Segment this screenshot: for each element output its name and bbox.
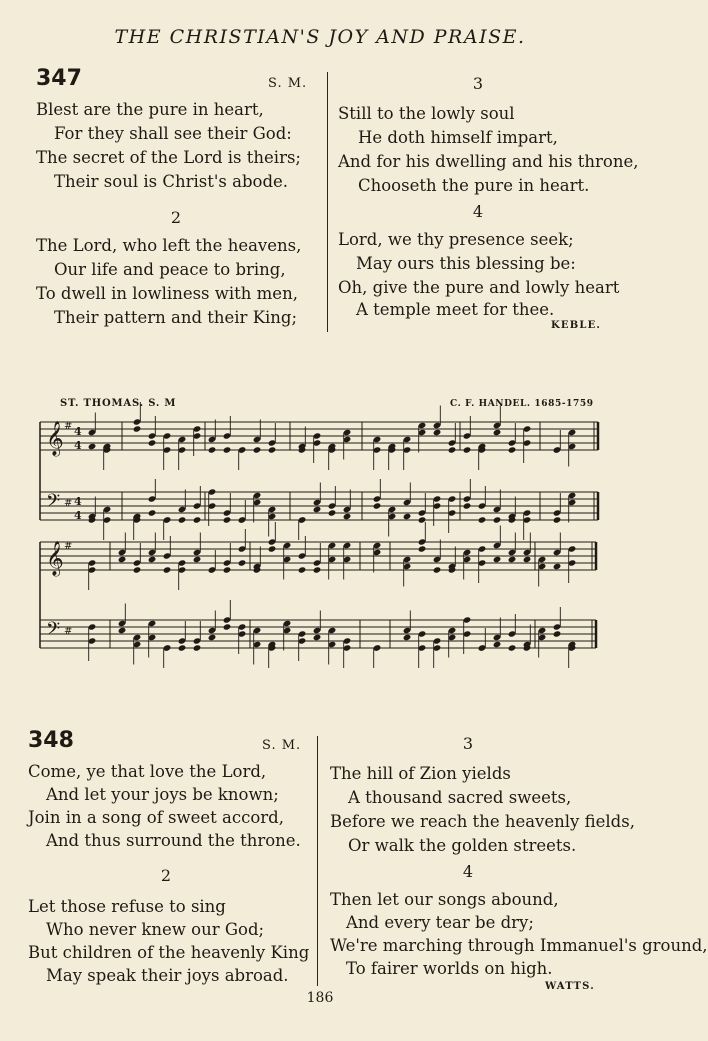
hymn-348-s2-line1: Let those refuse to sing [28, 897, 226, 916]
hymn-348-stanza4-number: 4 [462, 862, 474, 881]
hymn-347-number: 347 [36, 66, 82, 91]
svg-text:𝄞: 𝄞 [46, 421, 64, 456]
svg-text:#: # [64, 421, 73, 432]
hymn-347-stanza4-number: 4 [472, 202, 484, 221]
hymn-347-stanza3-number: 3 [472, 74, 484, 93]
column-divider-348 [317, 736, 318, 986]
column-divider-347 [327, 72, 328, 332]
hymn-348-meter: S. M. [262, 738, 302, 753]
hymn-348-number: 348 [28, 728, 74, 753]
svg-text:#: # [64, 626, 73, 637]
tune-composer: C. F. HANDEL. 1685-1759 [450, 399, 594, 409]
hymn-348-s3-line2: A thousand sacred sweets, [348, 788, 572, 807]
hymn-347-s1-line4: Their soul is Christ's abode. [54, 172, 289, 191]
hymn-348-s3-line4: Or walk the golden streets. [348, 836, 577, 855]
hymn-347-meter: S. M. [268, 76, 308, 91]
hymn-348-s4-line2: And every tear be dry; [346, 913, 534, 932]
svg-text:4: 4 [74, 439, 82, 452]
hymn-348-s3-line3: Before we reach the heavenly fields, [330, 812, 635, 831]
hymn-348-s4-line3: We're marching through Immanuel's ground, [330, 936, 708, 955]
hymn-348-s1-line2: And let your joys be known; [46, 785, 279, 804]
hymn-347-s2-line2: Our life and peace to bring, [54, 260, 286, 279]
hymn-347-s2-line4: Their pattern and their King; [54, 308, 298, 327]
hymn-348-s4-line4: To fairer worlds on high. [346, 959, 553, 978]
hymn-348-s3-line1: The hill of Zion yields [330, 764, 511, 783]
hymn-348-stanza2-number: 2 [160, 866, 172, 885]
svg-text:#: # [64, 541, 73, 552]
svg-text:𝄞: 𝄞 [46, 541, 64, 576]
music-score [40, 410, 605, 660]
hymn-348-s1-line3: Join in a song of sweet accord, [28, 808, 284, 827]
hymn-348-s4-line1: Then let our songs abound, [330, 890, 559, 909]
tune-name: ST. THOMAS. S. M [60, 398, 177, 409]
hymn-347-s1-line2: For they shall see their God: [54, 124, 292, 143]
hymn-348-s1-line4: And thus surround the throne. [46, 831, 301, 850]
hymn-347-s3-line4: Chooseth the pure in heart. [358, 176, 590, 195]
hymn-347-s1-line3: The secret of the Lord is theirs; [36, 148, 301, 167]
hymn-347-s4-line3: Oh, give the pure and lowly heart [338, 278, 620, 297]
hymn-347-s2-line1: The Lord, who left the heavens, [36, 236, 302, 255]
svg-text:#: # [64, 498, 73, 509]
hymn-348-s2-line2: Who never knew our God; [46, 920, 265, 939]
hymn-347-author: KEBLE. [551, 320, 602, 331]
hymn-347-s1-line1: Blest are the pure in heart, [36, 100, 264, 119]
svg-text:4: 4 [74, 509, 82, 522]
svg-text:𝄢: 𝄢 [46, 491, 61, 516]
page-header-title: THE CHRISTIAN'S JOY AND PRAISE. [114, 26, 526, 48]
hymn-347-s3-line3: And for his dwelling and his throne, [338, 152, 639, 171]
hymn-347-s2-line3: To dwell in lowliness with men, [36, 284, 298, 303]
hymn-347-s4-line2: May ours this blessing be: [356, 254, 576, 273]
hymn-348-author: WATTS. [545, 981, 595, 992]
hymn-348-stanza3-number: 3 [462, 734, 474, 753]
hymn-348-s2-line3: But children of the heavenly King [28, 943, 310, 962]
hymn-348-s1-line1: Come, ye that love the Lord, [28, 762, 267, 781]
hymn-347-s4-line4: A temple meet for thee. [356, 300, 555, 319]
svg-text:4: 4 [74, 495, 82, 508]
page-number: 186 [306, 990, 334, 1006]
svg-text:4: 4 [74, 425, 82, 438]
svg-text:𝄢: 𝄢 [46, 619, 61, 644]
hymn-347-s3-line1: Still to the lowly soul [338, 104, 515, 123]
hymn-347-s4-line1: Lord, we thy presence seek; [338, 230, 574, 249]
hymn-348-s2-line4: May speak their joys abroad. [46, 966, 289, 985]
hymn-347-s3-line2: He doth himself impart, [358, 128, 558, 147]
hymn-347-stanza2-number: 2 [170, 208, 182, 227]
